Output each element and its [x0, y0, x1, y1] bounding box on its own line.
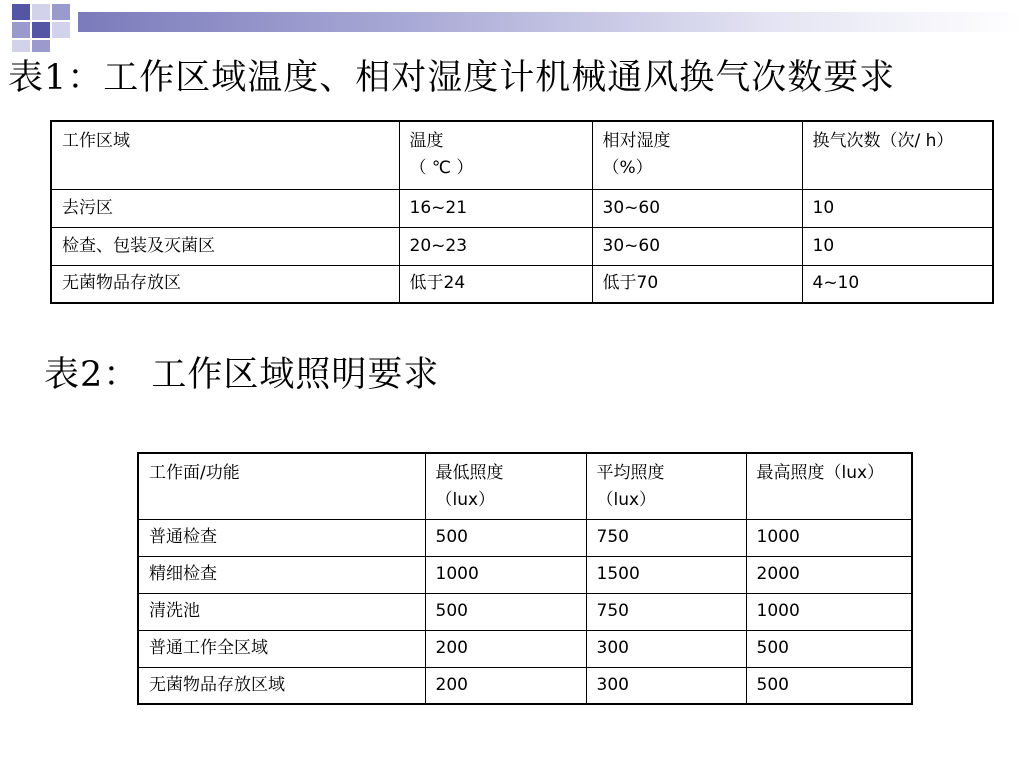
- table-cell: 300: [586, 667, 746, 704]
- table-cell: 1000: [746, 519, 912, 556]
- table-row: [51, 265, 993, 303]
- decor-square: [52, 22, 70, 38]
- table-cell: 300: [586, 630, 746, 667]
- table-cell: 2000: [746, 556, 912, 593]
- decor-square: [52, 4, 70, 20]
- table-cell: 1000: [746, 593, 912, 630]
- header-cell: 最低照度 （lux）: [425, 453, 586, 519]
- table-cell: 1500: [586, 556, 746, 593]
- header-cell: 工作面/功能: [138, 453, 425, 519]
- table-cell: 低于24: [399, 265, 592, 303]
- table-cell: 无菌物品存放区: [51, 265, 399, 303]
- table-row: [138, 556, 912, 593]
- table-row: [138, 519, 912, 556]
- table-cell: 500: [746, 667, 912, 704]
- table-row: [138, 667, 912, 704]
- header-gradient-bar: [78, 12, 1024, 32]
- table-row: [51, 227, 993, 265]
- table-cell: 1000: [425, 556, 586, 593]
- table1-title: 表1：工作区域温度、相对湿度计机械通风换气次数要求: [8, 58, 896, 98]
- decor-square: [32, 40, 50, 52]
- temperature-humidity-table: [50, 120, 994, 304]
- table-cell: 500: [746, 630, 912, 667]
- table-cell: 750: [586, 519, 746, 556]
- table-cell: 精细检查: [138, 556, 425, 593]
- table-cell: 检查、包装及灭菌区: [51, 227, 399, 265]
- table-row: [138, 630, 912, 667]
- table-cell: 200: [425, 667, 586, 704]
- table-cell: 清洗池: [138, 593, 425, 630]
- table-cell: 普通工作全区域: [138, 630, 425, 667]
- decor-square: [12, 22, 30, 38]
- table-cell: 200: [425, 630, 586, 667]
- table-cell: 普通检查: [138, 519, 425, 556]
- table-header-row: [138, 453, 912, 519]
- header-cell: 相对湿度 （%）: [592, 121, 802, 189]
- table-cell: 低于70: [592, 265, 802, 303]
- table2-title: 表2： 工作区域照明要求: [44, 355, 440, 395]
- header-cell: 平均照度 （lux）: [586, 453, 746, 519]
- table-cell: 16~21: [399, 189, 592, 227]
- table-cell: 20~23: [399, 227, 592, 265]
- table-cell: 10: [802, 189, 993, 227]
- decor-square: [12, 40, 30, 52]
- table-cell: 500: [425, 593, 586, 630]
- table-row: [51, 189, 993, 227]
- header-cell: 工作区域: [51, 121, 399, 189]
- decor-square: [32, 22, 50, 38]
- lighting-requirements-table: [137, 452, 913, 705]
- header-cell: 最高照度（lux）: [746, 453, 912, 519]
- header-cell: 换气次数（次/ h）: [802, 121, 993, 189]
- slide-header-decoration: [0, 0, 1024, 40]
- header-cell: 温度 （ ℃ ）: [399, 121, 592, 189]
- table-cell: 去污区: [51, 189, 399, 227]
- decor-square: [32, 4, 50, 20]
- table-cell: 30~60: [592, 227, 802, 265]
- table-cell: 10: [802, 227, 993, 265]
- table-header-row: [51, 121, 993, 189]
- table-row: [138, 593, 912, 630]
- table-cell: 无菌物品存放区域: [138, 667, 425, 704]
- table-cell: 500: [425, 519, 586, 556]
- table-cell: 750: [586, 593, 746, 630]
- table-cell: 30~60: [592, 189, 802, 227]
- table-cell: 4~10: [802, 265, 993, 303]
- decor-square: [12, 4, 30, 20]
